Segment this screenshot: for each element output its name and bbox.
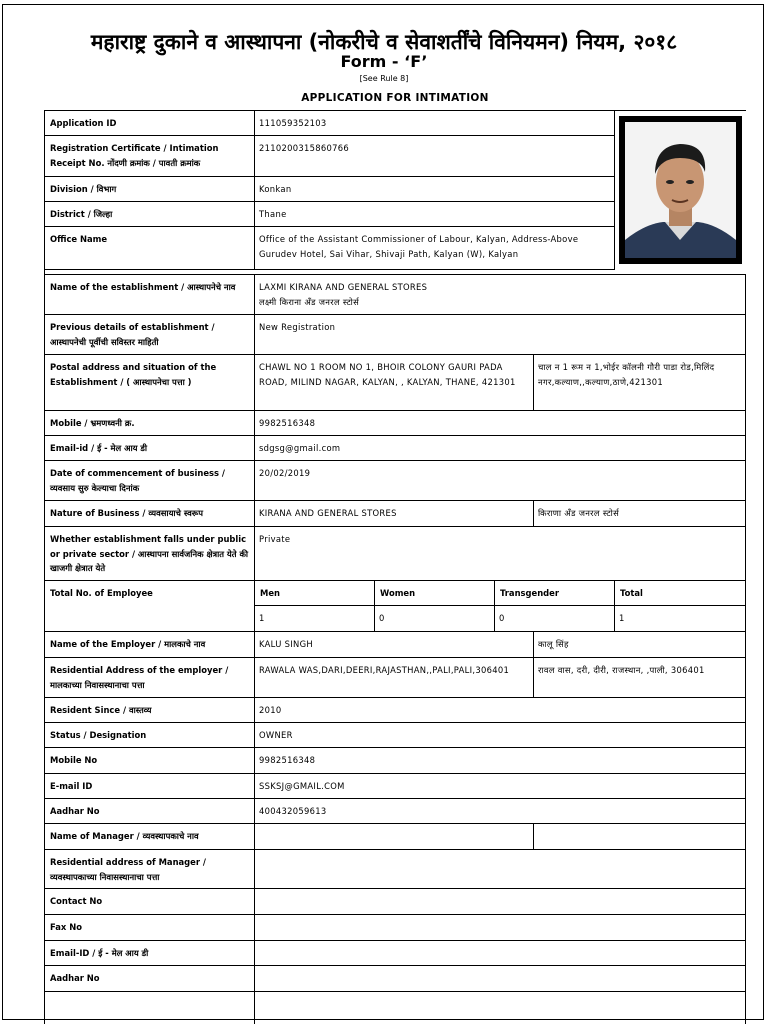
postal-address-marathi: चाल न 1 रूम न 1,भोईर कॉलनी गौरी पाडा रोड,मिलिंद नगर,कल्याण,,कल्याण,ठाणे,421301	[533, 354, 746, 411]
trailing-row-label	[44, 991, 255, 1024]
employer-mobile-value: 9982516348	[254, 747, 746, 774]
employee-header-total: Total	[614, 580, 746, 606]
email-value: sdgsg@gmail.com	[254, 435, 746, 461]
employer-name-label: Name of the Employer / मालकाचे नाव	[44, 631, 255, 658]
employer-email-label: E-mail ID	[44, 773, 255, 799]
employee-header-women: Women	[374, 580, 495, 606]
mobile-value: 9982516348	[254, 410, 746, 436]
manager-name-marathi	[533, 823, 746, 850]
application-id-value: 111059352103	[254, 110, 615, 136]
registration-cert-value: 2110200315860766	[254, 135, 615, 177]
district-label: District / जिल्हा	[44, 201, 255, 227]
nature-of-business-marathi: किराणा अँड जनरल स्टोर्स	[533, 500, 746, 527]
manager-name-label: Name of Manager / व्यवस्थापकाचे नाव	[44, 823, 255, 850]
employer-address-label: Residential Address of the employer / मालकाच्या निवासस्थानाचा पत्ता	[44, 657, 255, 698]
sector-label: Whether establishment falls under public or private sector / आस्थापना सार्वजनिक क्षेत्रात येते की खाजगी क्षेत्रात येते	[44, 526, 255, 581]
division-label: Division / विभाग	[44, 176, 255, 202]
nature-of-business-value: KIRANA AND GENERAL STORES	[254, 500, 534, 527]
status-label: Status / Designation	[44, 722, 255, 748]
postal-address-label: Postal address and situation of the Establishment / ( आस्थापनेचा पत्ता )	[44, 354, 255, 411]
total-employee-label: Total No. of Employee	[44, 580, 255, 632]
employee-transgender-value: 0	[494, 605, 615, 632]
commencement-date-value: 20/02/2019	[254, 460, 746, 501]
aadhar-label: Aadhar No	[44, 798, 255, 824]
mobile-label: Mobile / भ्रमणध्वनी क्र.	[44, 410, 255, 436]
office-name-value: Office of the Assistant Commissioner of Labour, Kalyan, Address-Above Gurudev Hotel, Sai Vihar, Shivaji Path, Kalyan (W), Kalyan	[254, 226, 615, 270]
employer-name-marathi: कालू सिंह	[533, 631, 746, 658]
previous-details-value: New Registration	[254, 314, 746, 355]
manager-email-label: Email-ID / ई - मेल आय डी	[44, 940, 255, 966]
status-value: OWNER	[254, 722, 746, 748]
email-label: Email-id / ई - मेल आय डी	[44, 435, 255, 461]
applicant-photo	[619, 116, 742, 264]
employee-header-men: Men	[254, 580, 375, 606]
fax-no-value	[254, 914, 746, 941]
establishment-name-marathi: लक्ष्मी किराना अँड जनरल स्टोर्स	[259, 296, 360, 307]
registration-cert-label: Registration Certificate / Intimation Receipt No. नोंदणी क्रमांक / पावती क्रमांक	[44, 135, 255, 177]
district-value: Thane	[254, 201, 615, 227]
resident-since-label: Resident Since / वास्तव्य	[44, 697, 255, 723]
previous-details-label: Previous details of establishment / आस्थापनेची पूर्वीची सविस्तर माहिती	[44, 314, 255, 355]
contact-no-value	[254, 888, 746, 915]
resident-since-value: 2010	[254, 697, 746, 723]
marathi-title: महाराष्ट्र दुकाने व आस्थापना (नोकरीचे व सेवाशर्तींचे विनियमन) नियम, २०१८	[90, 30, 678, 54]
application-title: APPLICATION FOR INTIMATION	[301, 92, 489, 104]
sector-value: Private	[254, 526, 746, 581]
office-name-label: Office Name	[44, 226, 255, 270]
employer-address-marathi: रावल वास, दरी, दीरी, राजस्थान, ,पाली, 306401	[533, 657, 746, 698]
employee-header-transgender: Transgender	[494, 580, 615, 606]
establishment-name-label: Name of the establishment / आस्थापनेचे नाव	[44, 274, 255, 315]
employer-email-value: SSKSJ@GMAIL.COM	[254, 773, 746, 799]
nature-of-business-label: Nature of Business / व्यवसायाचे स्वरूप	[44, 500, 255, 527]
manager-address-label: Residential address of Manager / व्यवस्थापकाच्या निवासस्थानाचा पत्ता	[44, 849, 255, 889]
person-photo-icon	[625, 122, 736, 258]
contact-no-label: Contact No	[44, 888, 255, 915]
establishment-name-english: LAXMI KIRANA AND GENERAL STORES	[259, 282, 428, 292]
manager-aadhar-label: Aadhar No	[44, 965, 255, 992]
manager-aadhar-value	[254, 965, 746, 992]
establishment-name-value	[254, 274, 746, 315]
commencement-date-label: Date of commencement of business / व्यवसाय सुरु केल्याचा दिनांक	[44, 460, 255, 501]
form-title: Form - ‘F’	[340, 52, 428, 71]
employee-men-value: 1	[254, 605, 375, 632]
employer-name-value: KALU SINGH	[254, 631, 534, 658]
employer-mobile-label: Mobile No	[44, 747, 255, 774]
rule-reference: [See Rule 8]	[359, 74, 409, 83]
employer-address-value: RAWALA WAS,DARI,DEERI,RAJASTHAN,,PALI,PALI,306401	[254, 657, 534, 698]
aadhar-value: 400432059613	[254, 798, 746, 824]
application-id-label: Application ID	[44, 110, 255, 136]
division-value: Konkan	[254, 176, 615, 202]
manager-email-value	[254, 940, 746, 966]
manager-address-value	[254, 849, 746, 889]
fax-no-label: Fax No	[44, 914, 255, 941]
manager-name-value	[254, 823, 534, 850]
employee-women-value: 0	[374, 605, 495, 632]
trailing-row-value	[254, 991, 746, 1024]
postal-address-value: CHAWL NO 1 ROOM NO 1, BHOIR COLONY GAURI PADA ROAD, MILIND NAGAR, KALYAN, , KALYAN, THANE, 421301	[254, 354, 534, 411]
employee-total-value: 1	[614, 605, 746, 632]
